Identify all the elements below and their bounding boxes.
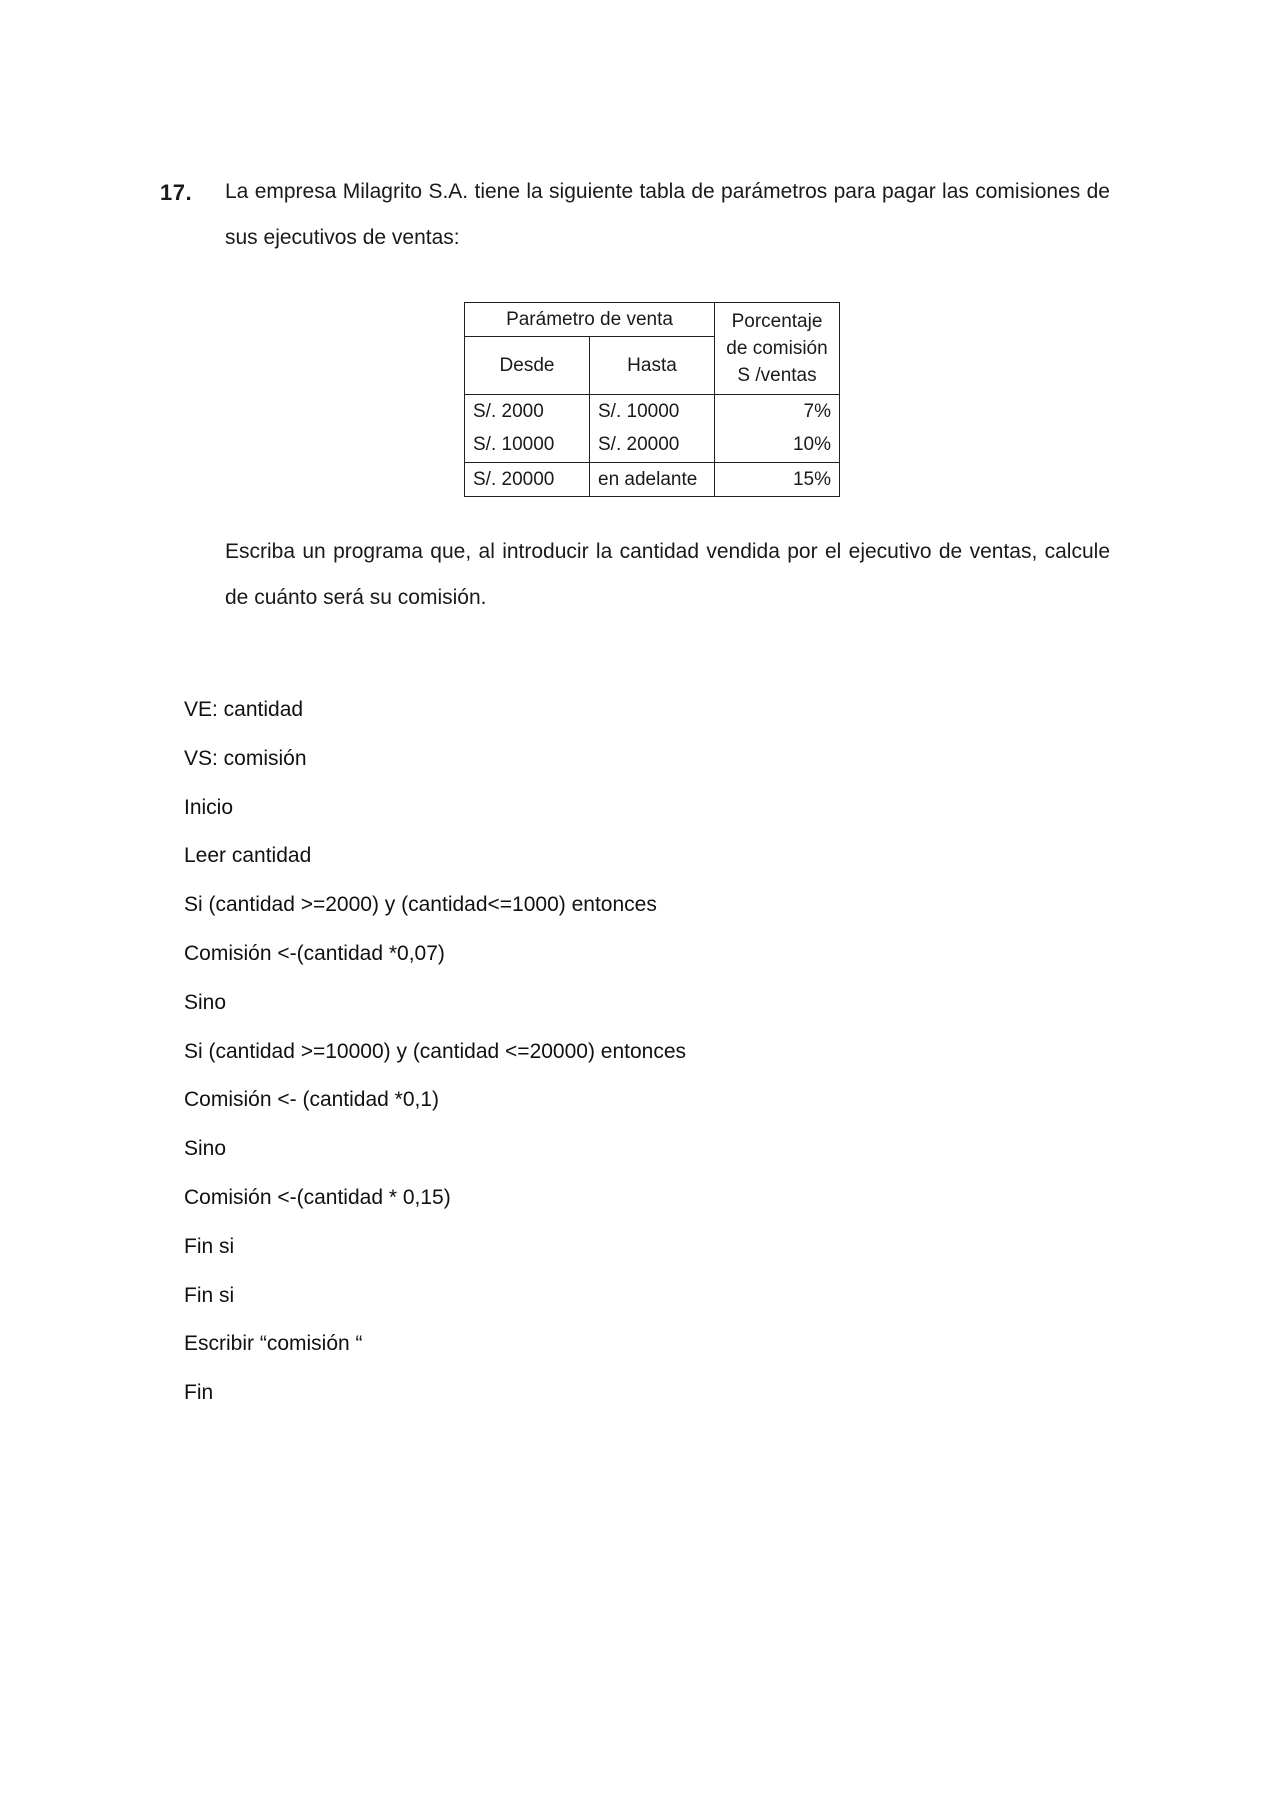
pseudocode-line: Sino xyxy=(184,990,227,1014)
pseudocode-line: Fin si xyxy=(184,1283,235,1307)
header-param: Parámetro de venta xyxy=(465,303,715,337)
header-percentage xyxy=(715,303,840,395)
pseudocode-line: Sino xyxy=(184,1137,227,1161)
header-pct-line-2: de comisión xyxy=(726,338,828,359)
cell-hasta: S/. 20000 xyxy=(590,429,715,463)
pseudocode-line: Si (cantidad >=2000) y (cantidad<=1000) entonces xyxy=(184,893,657,917)
pseudocode-line: Si (cantidad >=10000) y (cantidad <=20000) entonces xyxy=(184,1039,687,1063)
problem-task: Escriba un programa que, al introducir la cantidad vendida por el ejecutivo de ventas, calcule de cuánto será su comisión. xyxy=(225,540,1110,609)
problem-intro: La empresa Milagrito S.A. tiene la siguiente tabla de parámetros para pagar las comisiones de sus ejecutivos de ventas: xyxy=(225,180,1110,249)
pseudocode-line: Escribir “comisión “ xyxy=(184,1332,363,1356)
table-row xyxy=(465,463,840,497)
problem-number: 17. xyxy=(160,180,193,205)
cell-hasta: S/. 10000 xyxy=(590,395,715,429)
header-hasta: Hasta xyxy=(590,337,715,395)
table-row xyxy=(465,429,840,463)
pseudocode-line: Comisión <- (cantidad *0,1) xyxy=(184,1088,440,1112)
cell-pct: 7% xyxy=(715,395,840,429)
cell-desde: S/. 20000 xyxy=(465,463,590,497)
cell-pct: 10% xyxy=(715,429,840,463)
cell-hasta: en adelante xyxy=(590,463,715,497)
pseudocode-line: Leer cantidad xyxy=(184,844,312,868)
pseudocode-line: Comisión <-(cantidad * 0,15) xyxy=(184,1185,451,1209)
pseudocode-line: Inicio xyxy=(184,795,234,819)
pseudocode-line: Fin si xyxy=(184,1234,235,1258)
pseudocode-block xyxy=(184,686,686,1418)
cell-desde: S/. 10000 xyxy=(465,429,590,463)
header-desde: Desde xyxy=(465,337,590,395)
pseudocode-line: Comisión <-(cantidad *0,07) xyxy=(184,941,445,965)
header-pct-line-3: S /ventas xyxy=(737,365,817,386)
commission-table xyxy=(464,302,840,497)
header-pct-line-1: Porcentaje xyxy=(731,311,823,332)
table-row xyxy=(465,395,840,429)
cell-desde: S/. 2000 xyxy=(465,395,590,429)
pseudocode-line: Fin xyxy=(184,1381,214,1405)
pseudocode-line: VS: comisión xyxy=(184,746,307,770)
cell-pct: 15% xyxy=(715,463,840,497)
pseudocode-line: VE: cantidad xyxy=(184,698,304,721)
